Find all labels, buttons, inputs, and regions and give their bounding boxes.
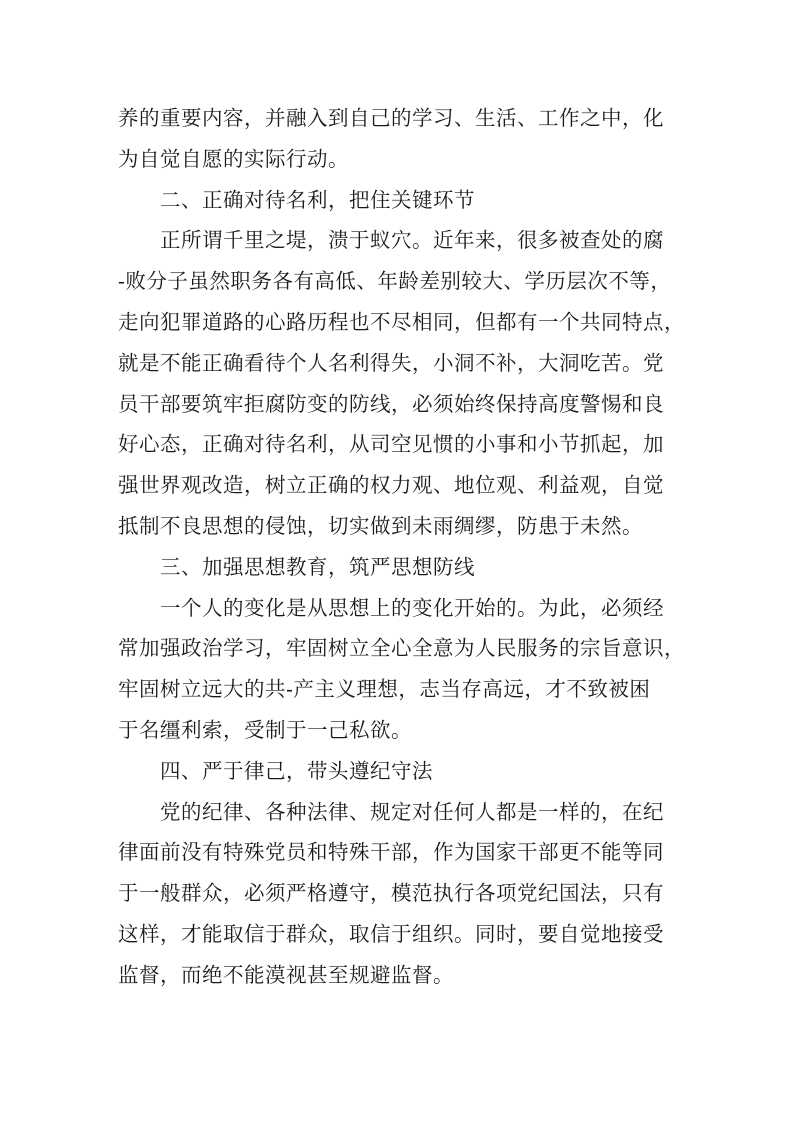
section-heading: 二、正确对待名利，把住关键环节 <box>160 187 475 212</box>
body-line: 员干部要筑牢拒腐防变的防线，必须始终保持高度警惕和良 <box>118 391 664 416</box>
document-body <box>118 98 688 996</box>
body-line: 为自觉自愿的实际行动。 <box>118 146 349 171</box>
body-line: 于名缰利索，受制于一己私欲。 <box>118 717 412 742</box>
body-line: 好心态，正确对待名利，从司空见惯的小事和小节抓起，加 <box>118 432 664 457</box>
body-line: 常加强政治学习，牢固树立全心全意为人民服务的宗旨意识， <box>118 636 685 661</box>
body-line: 走向犯罪道路的心路历程也不尽相同，但都有一个共同特点， <box>118 309 685 334</box>
body-line: 监督，而绝不能漠视甚至规避监督。 <box>118 962 454 987</box>
body-line: 就是不能正确看待个人名利得失，小洞不补，大洞吃苦。党 <box>118 350 664 375</box>
body-line: 律面前没有特殊党员和特殊干部，作为国家干部更不能等同 <box>118 840 664 865</box>
body-line: 牢固树立远大的共-产主义理想，志当存高远，才不致被困 <box>118 677 651 702</box>
body-line: -败分子虽然职务各有高低、年龄差别较大、学历层次不等， <box>118 269 672 294</box>
body-line: 强世界观改造，树立正确的权力观、地位观、利益观，自觉 <box>118 473 664 498</box>
section-heading: 四、严于律己，带头遵纪守法 <box>160 758 433 783</box>
paragraph-first-line: 正所谓千里之堤，溃于蚁穴。近年来，很多被查处的腐 <box>160 228 664 253</box>
paragraph-first-line: 一个人的变化是从思想上的变化开始的。为此，必须经 <box>160 595 664 620</box>
section-heading: 三、加强思想教育，筑严思想防线 <box>160 554 475 579</box>
body-line: 于一般群众，必须严格遵守，模范执行各项党纪国法，只有 <box>118 881 664 906</box>
body-line: 养的重要内容，并融入到自己的学习、生活、工作之中，化 <box>118 106 664 130</box>
body-line: 这样，才能取信于群众，取信于组织。同时，要自觉地接受 <box>118 921 664 946</box>
body-line: 抵制不良思想的侵蚀，切实做到未雨绸缪，防患于未然。 <box>118 513 643 538</box>
paragraph-first-line: 党的纪律、各种法律、规定对任何人都是一样的，在纪 <box>160 799 664 824</box>
